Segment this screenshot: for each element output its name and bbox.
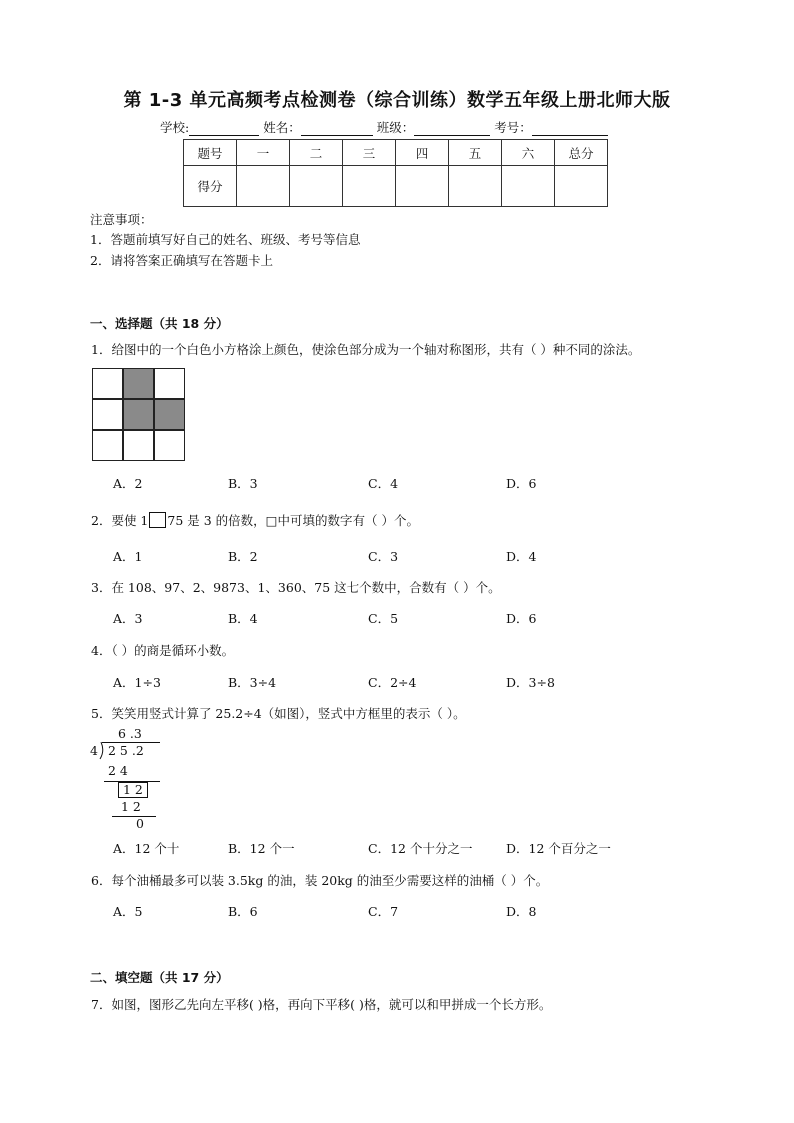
division-boxed-value: 1 2 (118, 782, 148, 798)
score-header-cell: 六 (502, 140, 555, 166)
question-6-option-d[interactable]: D．8 (506, 904, 537, 919)
long-division-figure (90, 726, 170, 836)
grid-cell (154, 430, 185, 461)
question-2-option-d[interactable]: D．4 (506, 549, 537, 564)
class-blank[interactable] (414, 123, 490, 136)
page-title: 第 1-3 单元高频考点检测卷（综合训练）数学五年级上册北师大版 (123, 90, 671, 111)
question-1-option-c[interactable]: C．4 (368, 476, 399, 491)
score-input-cell[interactable] (396, 166, 449, 207)
score-input-cell[interactable] (449, 166, 502, 207)
question-2-text-after: 75 是 3 的倍数，□中可填的数字有（ ）个。 (167, 513, 419, 528)
question-6-option-b[interactable]: B．6 (228, 904, 258, 919)
division-step-1: 2 4 (108, 763, 128, 778)
score-table (183, 139, 608, 207)
score-header-cell: 三 (343, 140, 396, 166)
score-header-cell: 四 (396, 140, 449, 166)
question-6-option-c[interactable]: C．7 (368, 904, 399, 919)
score-header-cell: 一 (237, 140, 290, 166)
name-label: 姓名： (263, 120, 301, 135)
score-input-cell[interactable] (555, 166, 608, 207)
score-table-score-row (184, 166, 608, 207)
question-4-option-b[interactable]: B．3÷4 (228, 675, 277, 690)
question-5-option-d[interactable]: D．12 个百分之一 (506, 841, 611, 856)
question-3-option-a[interactable]: A．3 (113, 611, 143, 626)
school-blank[interactable] (189, 123, 259, 136)
class-label: 班级： (376, 120, 415, 135)
question-2-text (91, 511, 419, 529)
question-1-option-d[interactable]: D．6 (506, 476, 537, 491)
section-heading-fill-in: 二、填空题（共 17 分） (90, 970, 229, 985)
question-5-text: 5．笑笑用竖式计算了 25.2÷4（如图），竖式中方框里的表示（ ）。 (91, 706, 466, 721)
notes-heading: 注意事项： (90, 212, 153, 227)
score-input-cell[interactable] (502, 166, 555, 207)
division-line (112, 816, 156, 817)
question-1-option-b[interactable]: B．3 (228, 476, 258, 491)
grid-cell (92, 368, 123, 399)
question-5-option-c[interactable]: C．12 个十分之一 (368, 841, 473, 856)
question-3-option-d[interactable]: D．6 (506, 611, 537, 626)
score-header-cell: 总分 (555, 140, 608, 166)
question-4-text: 4．（ ）的商是循环小数。 (91, 643, 235, 658)
question-2-text-before: 2．要使 1 (91, 513, 149, 528)
exam-no-blank[interactable] (532, 123, 608, 136)
score-input-cell[interactable] (290, 166, 343, 207)
score-header-cell: 二 (290, 140, 343, 166)
division-step-2: 1 2 (121, 799, 141, 814)
question-1-grid-figure (92, 368, 185, 461)
question-4-option-c[interactable]: C．2÷4 (368, 675, 417, 690)
question-7-text: 7．如图，图形乙先向左平移( )格，再向下平移( )格，就可以和甲拼成一个长方形。 (91, 997, 552, 1012)
grid-cell (123, 430, 154, 461)
grid-cell-shaded (123, 399, 154, 430)
grid-cell (154, 368, 185, 399)
question-6-text: 6．每个油桶最多可以装 3.5kg 的油，装 20kg 的油至少需要这样的油桶（ ）个。 (91, 873, 549, 888)
question-4-option-d[interactable]: D．3÷8 (506, 675, 555, 690)
score-input-cell[interactable] (237, 166, 290, 207)
digit-box (149, 512, 166, 528)
exam-no-label: 考号： (494, 120, 532, 135)
section-heading-choice: 一、选择题（共 18 分） (90, 316, 229, 331)
question-3-option-b[interactable]: B．4 (228, 611, 258, 626)
grid-cell-shaded (154, 399, 185, 430)
grid-cell-shaded (123, 368, 154, 399)
grid-cell (92, 430, 123, 461)
question-3-text: 3．在 108、97、2、9873、1、360、75 这七个数中，合数有（ ）个。 (91, 580, 501, 595)
division-dividend: 2 5 .2 (108, 743, 144, 758)
name-blank[interactable] (301, 123, 373, 136)
division-remainder: 0 (136, 816, 144, 831)
student-info-line (160, 118, 608, 136)
question-2-option-a[interactable]: A．1 (113, 549, 143, 564)
score-table-header-row (184, 140, 608, 166)
question-1-option-a[interactable]: A．2 (113, 476, 143, 491)
grid-cell (92, 399, 123, 430)
division-divisor: 4 (90, 743, 98, 758)
question-1-text: 1．给图中的一个白色小方格涂上颜色，使涂色部分成为一个轴对称图形，共有（ ）种不同的涂法。 (91, 342, 641, 357)
question-4-option-a[interactable]: A．1÷3 (113, 675, 161, 690)
division-bracket-icon (98, 742, 106, 760)
score-header-cell: 五 (449, 140, 502, 166)
note-item: 2．请将答案正确填写在答题卡上 (90, 253, 273, 268)
school-label: 学校: (160, 120, 190, 135)
note-item: 1．答题前填写好自己的姓名、班级、考号等信息 (90, 232, 361, 247)
score-input-cell[interactable] (343, 166, 396, 207)
division-quotient: 6 .3 (118, 726, 142, 741)
question-5-option-a[interactable]: A．12 个十 (113, 841, 180, 856)
question-5-option-b[interactable]: B．12 个一 (228, 841, 295, 856)
question-3-option-c[interactable]: C．5 (368, 611, 399, 626)
question-6-option-a[interactable]: A．5 (113, 904, 143, 919)
score-header-cell: 题号 (184, 140, 237, 166)
question-2-option-c[interactable]: C．3 (368, 549, 399, 564)
score-row-label: 得分 (184, 166, 237, 207)
question-2-option-b[interactable]: B．2 (228, 549, 258, 564)
